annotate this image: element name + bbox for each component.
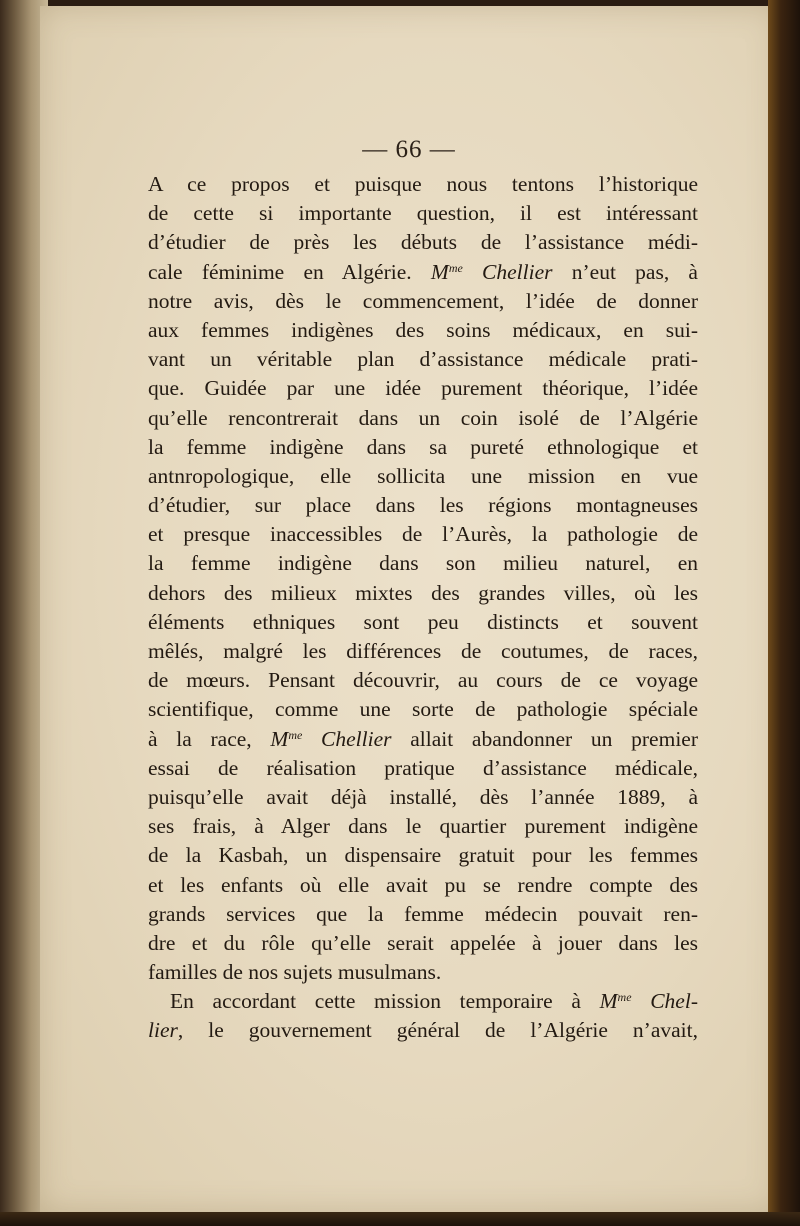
text-line: de cette si importante question, il est intéressant [148,201,698,226]
text-line: ses frais, à Alger dans le quartier purement indigène [148,814,698,839]
text-line: scientifique, comme une sorte de pathologie spéciale [148,697,698,722]
text-line: mêlés, malgré les différences de coutumes, de races, [148,639,698,663]
text-line: dre et du rôle qu’elle serait appelée à jouer dans les [148,930,698,955]
text-line: la femme indigène dans sa pureté ethnologique et [148,434,698,459]
text-line: d’étudier de près les débuts de l’assistance médi- [148,230,698,255]
text-line: En accordant cette mission temporaire à $M^{me}$ Chel- [170,989,698,1014]
book-cover-right [768,0,800,1226]
text-line: lier, le gouvernement général de l’Algérie n’avait, [148,1018,698,1043]
text-line: familles de nos sujets musulmans. [148,960,442,985]
text-line: et les enfants où elle avait pu se rendre compte des [148,872,698,897]
text-line: puisqu’elle avait déjà installé, dès l’année 1889, à [148,784,698,809]
page-number: — 66 — [362,136,456,163]
text-line: qu’elle rencontrerait dans un coin isolé de l’Algérie [148,405,698,430]
text-line: cale féminime en Algérie. $M^{me}$ Chellier n’eut pas, à [148,259,698,284]
text-line: essai de réalisation pratique d’assistance médicale, [148,755,698,780]
text-line: de la Kasbah, un dispensaire gratuit pour les femmes [148,843,698,868]
text-line: vant un véritable plan d’assistance médicale prati- [148,347,698,372]
text-line: A ce propos et puisque nous tentons l’historique [148,172,698,196]
text-line: à la race, $M^{me}$ Chellier allait abandonner un premier [148,726,698,751]
text-line: et presque inaccessibles de l’Aurès, la pathologie de [148,522,698,547]
text-line: la femme indigène dans son milieu naturel, en [148,551,698,576]
text-line: antnropologique, elle sollicita une mission en vue [148,463,698,488]
text-line: que. Guidée par une idée purement théorique, l’idée [148,376,698,401]
text-line: grands services que la femme médecin pouvait ren- [148,901,698,926]
text-line: d’étudier, sur place dans les régions montagneuses [148,493,698,518]
book-bottom-edge [0,1212,800,1226]
text-line: éléments ethniques sont peu distincts et souvent [148,609,698,634]
text-line: dehors des milieux mixtes des grandes villes, où les [148,580,698,605]
text-line: notre avis, dès le commencement, l’idée de donner [148,288,698,313]
body-text [148,170,698,1046]
text-line: aux femmes indigènes des soins médicaux, en sui- [148,317,698,342]
text-line: de mœurs. Pensant découvrir, au cours de ce voyage [148,668,698,693]
